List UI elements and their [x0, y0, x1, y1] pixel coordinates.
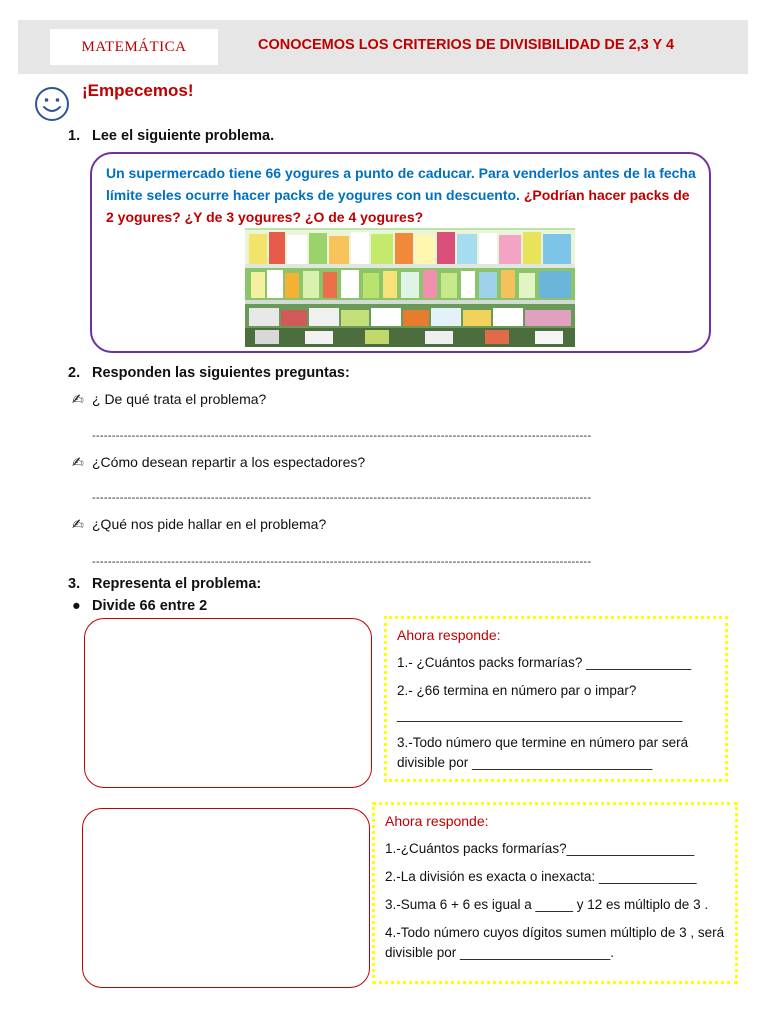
section-2-number: 2. [68, 365, 81, 381]
question-3-text: ¿Qué nos pide hallar en el problema? [92, 516, 327, 532]
page-title: CONOCEMOS LOS CRITERIOS DE DIVISIBILIDAD DE 2,3 Y 4 [258, 37, 675, 53]
answer-box-2 [372, 802, 738, 984]
work-area-1[interactable] [84, 618, 372, 788]
problem-text [106, 162, 698, 228]
supermarket-yogurt-photo [245, 228, 575, 347]
answer-box-1 [384, 616, 728, 782]
answer-box-1-line-3[interactable]: ______________________________________ [397, 707, 683, 722]
answer-box-1-line-2: 2.- ¿66 termina en número par o impar? [397, 683, 637, 698]
work-area-2[interactable] [82, 808, 370, 988]
question-1 [72, 391, 266, 408]
problem-statement: Un supermercado tiene 66 yogures a punto de caducar. Para venderlos antes de la fecha límite seles ocurre hacer packs de yogures con un descuento. [106, 165, 696, 203]
smiley-icon [34, 86, 70, 122]
question-1-text: ¿ De qué trata el problema? [92, 391, 267, 407]
answer-box-2-line-3[interactable]: 3.-Suma 6 + 6 es igual a _____ y 12 es múltiplo de 3 . [385, 897, 709, 912]
intro-title: ¡Empecemos! [82, 81, 194, 100]
writing-hand-icon: ✍ [72, 454, 84, 470]
problem-question: ¿Podrían hacer packs de 2 yogures? ¿Y de 3 yogures? ¿O de 4 yogures? [106, 187, 690, 225]
question-3 [72, 516, 326, 533]
answer-box-2-line-2[interactable]: 2.-La división es exacta o inexacta: _____________ [385, 869, 697, 884]
section-3-number: 3. [68, 576, 81, 592]
answer-box-2-line-4[interactable]: 4.-Todo número cuyos dígitos sumen múltiplo de 3 , será divisible por ____________________. [385, 925, 725, 960]
answer-line-1[interactable]: ------------------------------------------------------------------------------------------------------------------------------ [92, 430, 592, 442]
writing-hand-icon: ✍ [72, 516, 84, 532]
section-1-label: Lee el siguiente problema. [92, 128, 275, 144]
section-1-number: 1. [68, 128, 81, 144]
answer-box-1-title: Ahora responde: [397, 627, 501, 643]
bullet-icon: ● [72, 598, 81, 614]
section-3-heading [68, 576, 261, 592]
section-3-label: Representa el problema: [92, 576, 262, 592]
answer-box-1-line-4[interactable]: 3.-Todo número que termine en número par será divisible por ________________________ [397, 735, 689, 770]
division-task-text: Divide 66 entre 2 [92, 598, 208, 614]
answer-box-1-line-1[interactable]: 1.- ¿Cuántos packs formarías? ______________ [397, 655, 692, 670]
answer-line-3[interactable]: ------------------------------------------------------------------------------------------------------------------------------ [92, 556, 592, 568]
section-2-heading [68, 365, 350, 381]
answer-box-2-line-1[interactable]: 1.-¿Cuántos packs formarías?_________________ [385, 841, 695, 856]
section-1-heading [68, 128, 274, 144]
question-2-text: ¿Cómo desean repartir a los espectadores? [92, 454, 366, 470]
writing-hand-icon: ✍ [72, 391, 84, 407]
section-2-label: Responden las siguientes preguntas: [92, 365, 350, 381]
division-task [72, 598, 207, 614]
question-2 [72, 454, 365, 471]
subject-label: MATEMÁTICA [50, 29, 218, 65]
answer-line-2[interactable]: ------------------------------------------------------------------------------------------------------------------------------ [92, 492, 592, 504]
answer-box-2-title: Ahora responde: [385, 813, 489, 829]
